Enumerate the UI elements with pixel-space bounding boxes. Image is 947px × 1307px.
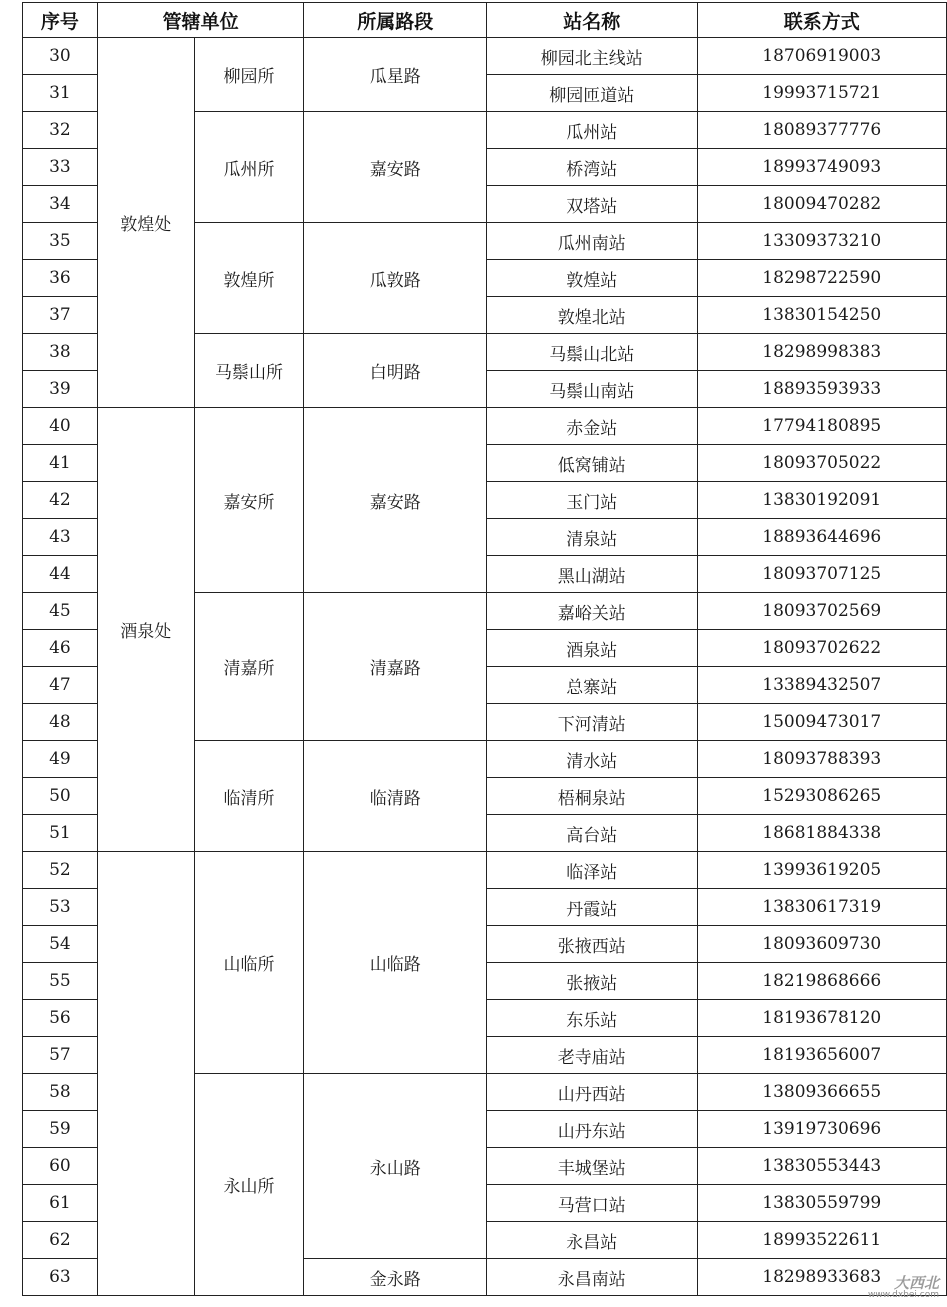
watermark-logo — [868, 1275, 939, 1301]
header-serial: 序号 — [23, 3, 98, 38]
cell-station-name: 丹霞站 — [486, 889, 697, 926]
cell-station-name: 柳园北主线站 — [486, 38, 697, 75]
cell-serial: 63 — [23, 1259, 98, 1296]
cell-road-section: 金永路 — [304, 1259, 487, 1296]
cell-office: 敦煌处 — [97, 38, 194, 408]
cell-phone: 18093705022 — [697, 445, 946, 482]
cell-phone: 18089377776 — [697, 112, 946, 149]
watermark-url: www.dxbei.com — [868, 1290, 939, 1301]
cell-serial: 30 — [23, 38, 98, 75]
cell-sub-office: 临清所 — [194, 741, 304, 852]
cell-road-section: 临清路 — [304, 741, 487, 852]
cell-serial: 54 — [23, 926, 98, 963]
cell-sub-office: 柳园所 — [194, 38, 304, 112]
cell-phone: 18298933683 — [697, 1259, 946, 1296]
cell-office: 酒泉处 — [97, 408, 194, 852]
cell-serial: 37 — [23, 297, 98, 334]
cell-road-section: 永山路 — [304, 1074, 487, 1259]
cell-station-name: 赤金站 — [486, 408, 697, 445]
cell-station-name: 丰城堡站 — [486, 1148, 697, 1185]
cell-station-name: 清水站 — [486, 741, 697, 778]
header-jurisdiction: 管辖单位 — [97, 3, 304, 38]
cell-phone: 13830553443 — [697, 1148, 946, 1185]
cell-serial: 53 — [23, 889, 98, 926]
cell-serial: 49 — [23, 741, 98, 778]
cell-road-section: 嘉安路 — [304, 408, 487, 593]
cell-sub-office: 瓜州所 — [194, 112, 304, 223]
cell-phone: 18093788393 — [697, 741, 946, 778]
cell-serial: 47 — [23, 667, 98, 704]
cell-serial: 52 — [23, 852, 98, 889]
cell-serial: 58 — [23, 1074, 98, 1111]
cell-phone: 19993715721 — [697, 75, 946, 112]
cell-station-name: 总寨站 — [486, 667, 697, 704]
cell-sub-office: 嘉安所 — [194, 408, 304, 593]
cell-station-name: 山丹东站 — [486, 1111, 697, 1148]
cell-phone: 18706919003 — [697, 38, 946, 75]
cell-phone: 18893593933 — [697, 371, 946, 408]
cell-station-name: 梧桐泉站 — [486, 778, 697, 815]
cell-serial: 38 — [23, 334, 98, 371]
contact-sheet — [22, 2, 947, 1296]
cell-station-name: 张掖站 — [486, 963, 697, 1000]
cell-serial: 45 — [23, 593, 98, 630]
cell-serial: 59 — [23, 1111, 98, 1148]
cell-phone: 17794180895 — [697, 408, 946, 445]
cell-phone: 18093609730 — [697, 926, 946, 963]
header-station-name: 站名称 — [486, 3, 697, 38]
cell-phone: 18193678120 — [697, 1000, 946, 1037]
cell-serial: 36 — [23, 260, 98, 297]
cell-station-name: 马营口站 — [486, 1185, 697, 1222]
cell-station-name: 张掖西站 — [486, 926, 697, 963]
table-body — [23, 38, 947, 1296]
cell-station-name: 下河清站 — [486, 704, 697, 741]
cell-serial: 44 — [23, 556, 98, 593]
cell-station-name: 清泉站 — [486, 519, 697, 556]
cell-phone: 18093702622 — [697, 630, 946, 667]
cell-station-name: 老寺庙站 — [486, 1037, 697, 1074]
cell-phone: 13830559799 — [697, 1185, 946, 1222]
cell-phone: 13830154250 — [697, 297, 946, 334]
cell-sub-office: 马鬃山所 — [194, 334, 304, 408]
cell-serial: 39 — [23, 371, 98, 408]
cell-sub-office: 山临所 — [194, 852, 304, 1074]
cell-station-name: 嘉峪关站 — [486, 593, 697, 630]
cell-serial: 40 — [23, 408, 98, 445]
header-road-section: 所属路段 — [304, 3, 487, 38]
cell-serial: 60 — [23, 1148, 98, 1185]
cell-phone: 13309373210 — [697, 223, 946, 260]
cell-phone: 13993619205 — [697, 852, 946, 889]
table-row — [23, 408, 947, 445]
cell-road-section: 白明路 — [304, 334, 487, 408]
cell-phone: 18298722590 — [697, 260, 946, 297]
cell-serial: 56 — [23, 1000, 98, 1037]
cell-phone: 18219868666 — [697, 963, 946, 1000]
cell-station-name: 马鬃山北站 — [486, 334, 697, 371]
cell-phone: 13809366655 — [697, 1074, 946, 1111]
cell-serial: 41 — [23, 445, 98, 482]
table-row — [23, 852, 947, 889]
cell-phone: 18093707125 — [697, 556, 946, 593]
cell-phone: 15293086265 — [697, 778, 946, 815]
cell-phone: 13830192091 — [697, 482, 946, 519]
cell-serial: 33 — [23, 149, 98, 186]
cell-serial: 50 — [23, 778, 98, 815]
cell-serial: 48 — [23, 704, 98, 741]
cell-serial: 35 — [23, 223, 98, 260]
cell-station-name: 低窝铺站 — [486, 445, 697, 482]
cell-station-name: 酒泉站 — [486, 630, 697, 667]
cell-phone: 18993749093 — [697, 149, 946, 186]
cell-road-section: 嘉安路 — [304, 112, 487, 223]
cell-road-section: 瓜星路 — [304, 38, 487, 112]
cell-serial: 34 — [23, 186, 98, 223]
cell-station-name: 柳园匝道站 — [486, 75, 697, 112]
cell-station-name: 黑山湖站 — [486, 556, 697, 593]
header-row — [23, 3, 947, 38]
cell-serial: 31 — [23, 75, 98, 112]
cell-sub-office: 清嘉所 — [194, 593, 304, 741]
cell-road-section: 清嘉路 — [304, 593, 487, 741]
cell-station-name: 高台站 — [486, 815, 697, 852]
cell-phone: 13919730696 — [697, 1111, 946, 1148]
station-contact-table — [22, 2, 947, 1296]
cell-phone: 15009473017 — [697, 704, 946, 741]
cell-phone: 13389432507 — [697, 667, 946, 704]
watermark-brand: 大西北 — [893, 1273, 939, 1292]
cell-sub-office: 永山所 — [194, 1074, 304, 1296]
table-row — [23, 38, 947, 75]
cell-phone: 13830617319 — [697, 889, 946, 926]
cell-station-name: 敦煌北站 — [486, 297, 697, 334]
cell-phone: 18093702569 — [697, 593, 946, 630]
cell-station-name: 敦煌站 — [486, 260, 697, 297]
cell-phone: 18681884338 — [697, 815, 946, 852]
cell-station-name: 临泽站 — [486, 852, 697, 889]
cell-station-name: 玉门站 — [486, 482, 697, 519]
cell-station-name: 东乐站 — [486, 1000, 697, 1037]
cell-station-name: 马鬃山南站 — [486, 371, 697, 408]
cell-road-section: 瓜敦路 — [304, 223, 487, 334]
cell-phone: 18298998383 — [697, 334, 946, 371]
cell-station-name: 山丹西站 — [486, 1074, 697, 1111]
cell-office — [97, 852, 194, 1296]
cell-station-name: 瓜州南站 — [486, 223, 697, 260]
cell-serial: 42 — [23, 482, 98, 519]
cell-station-name: 永昌站 — [486, 1222, 697, 1259]
cell-serial: 32 — [23, 112, 98, 149]
header-contact: 联系方式 — [697, 3, 946, 38]
cell-serial: 46 — [23, 630, 98, 667]
cell-serial: 51 — [23, 815, 98, 852]
cell-phone: 18009470282 — [697, 186, 946, 223]
cell-serial: 43 — [23, 519, 98, 556]
cell-station-name: 双塔站 — [486, 186, 697, 223]
cell-station-name: 瓜州站 — [486, 112, 697, 149]
cell-station-name: 桥湾站 — [486, 149, 697, 186]
cell-road-section: 山临路 — [304, 852, 487, 1074]
cell-phone: 18193656007 — [697, 1037, 946, 1074]
cell-station-name: 永昌南站 — [486, 1259, 697, 1296]
cell-serial: 62 — [23, 1222, 98, 1259]
cell-phone: 18993522611 — [697, 1222, 946, 1259]
cell-serial: 61 — [23, 1185, 98, 1222]
cell-sub-office: 敦煌所 — [194, 223, 304, 334]
cell-serial: 55 — [23, 963, 98, 1000]
cell-serial: 57 — [23, 1037, 98, 1074]
cell-phone: 18893644696 — [697, 519, 946, 556]
